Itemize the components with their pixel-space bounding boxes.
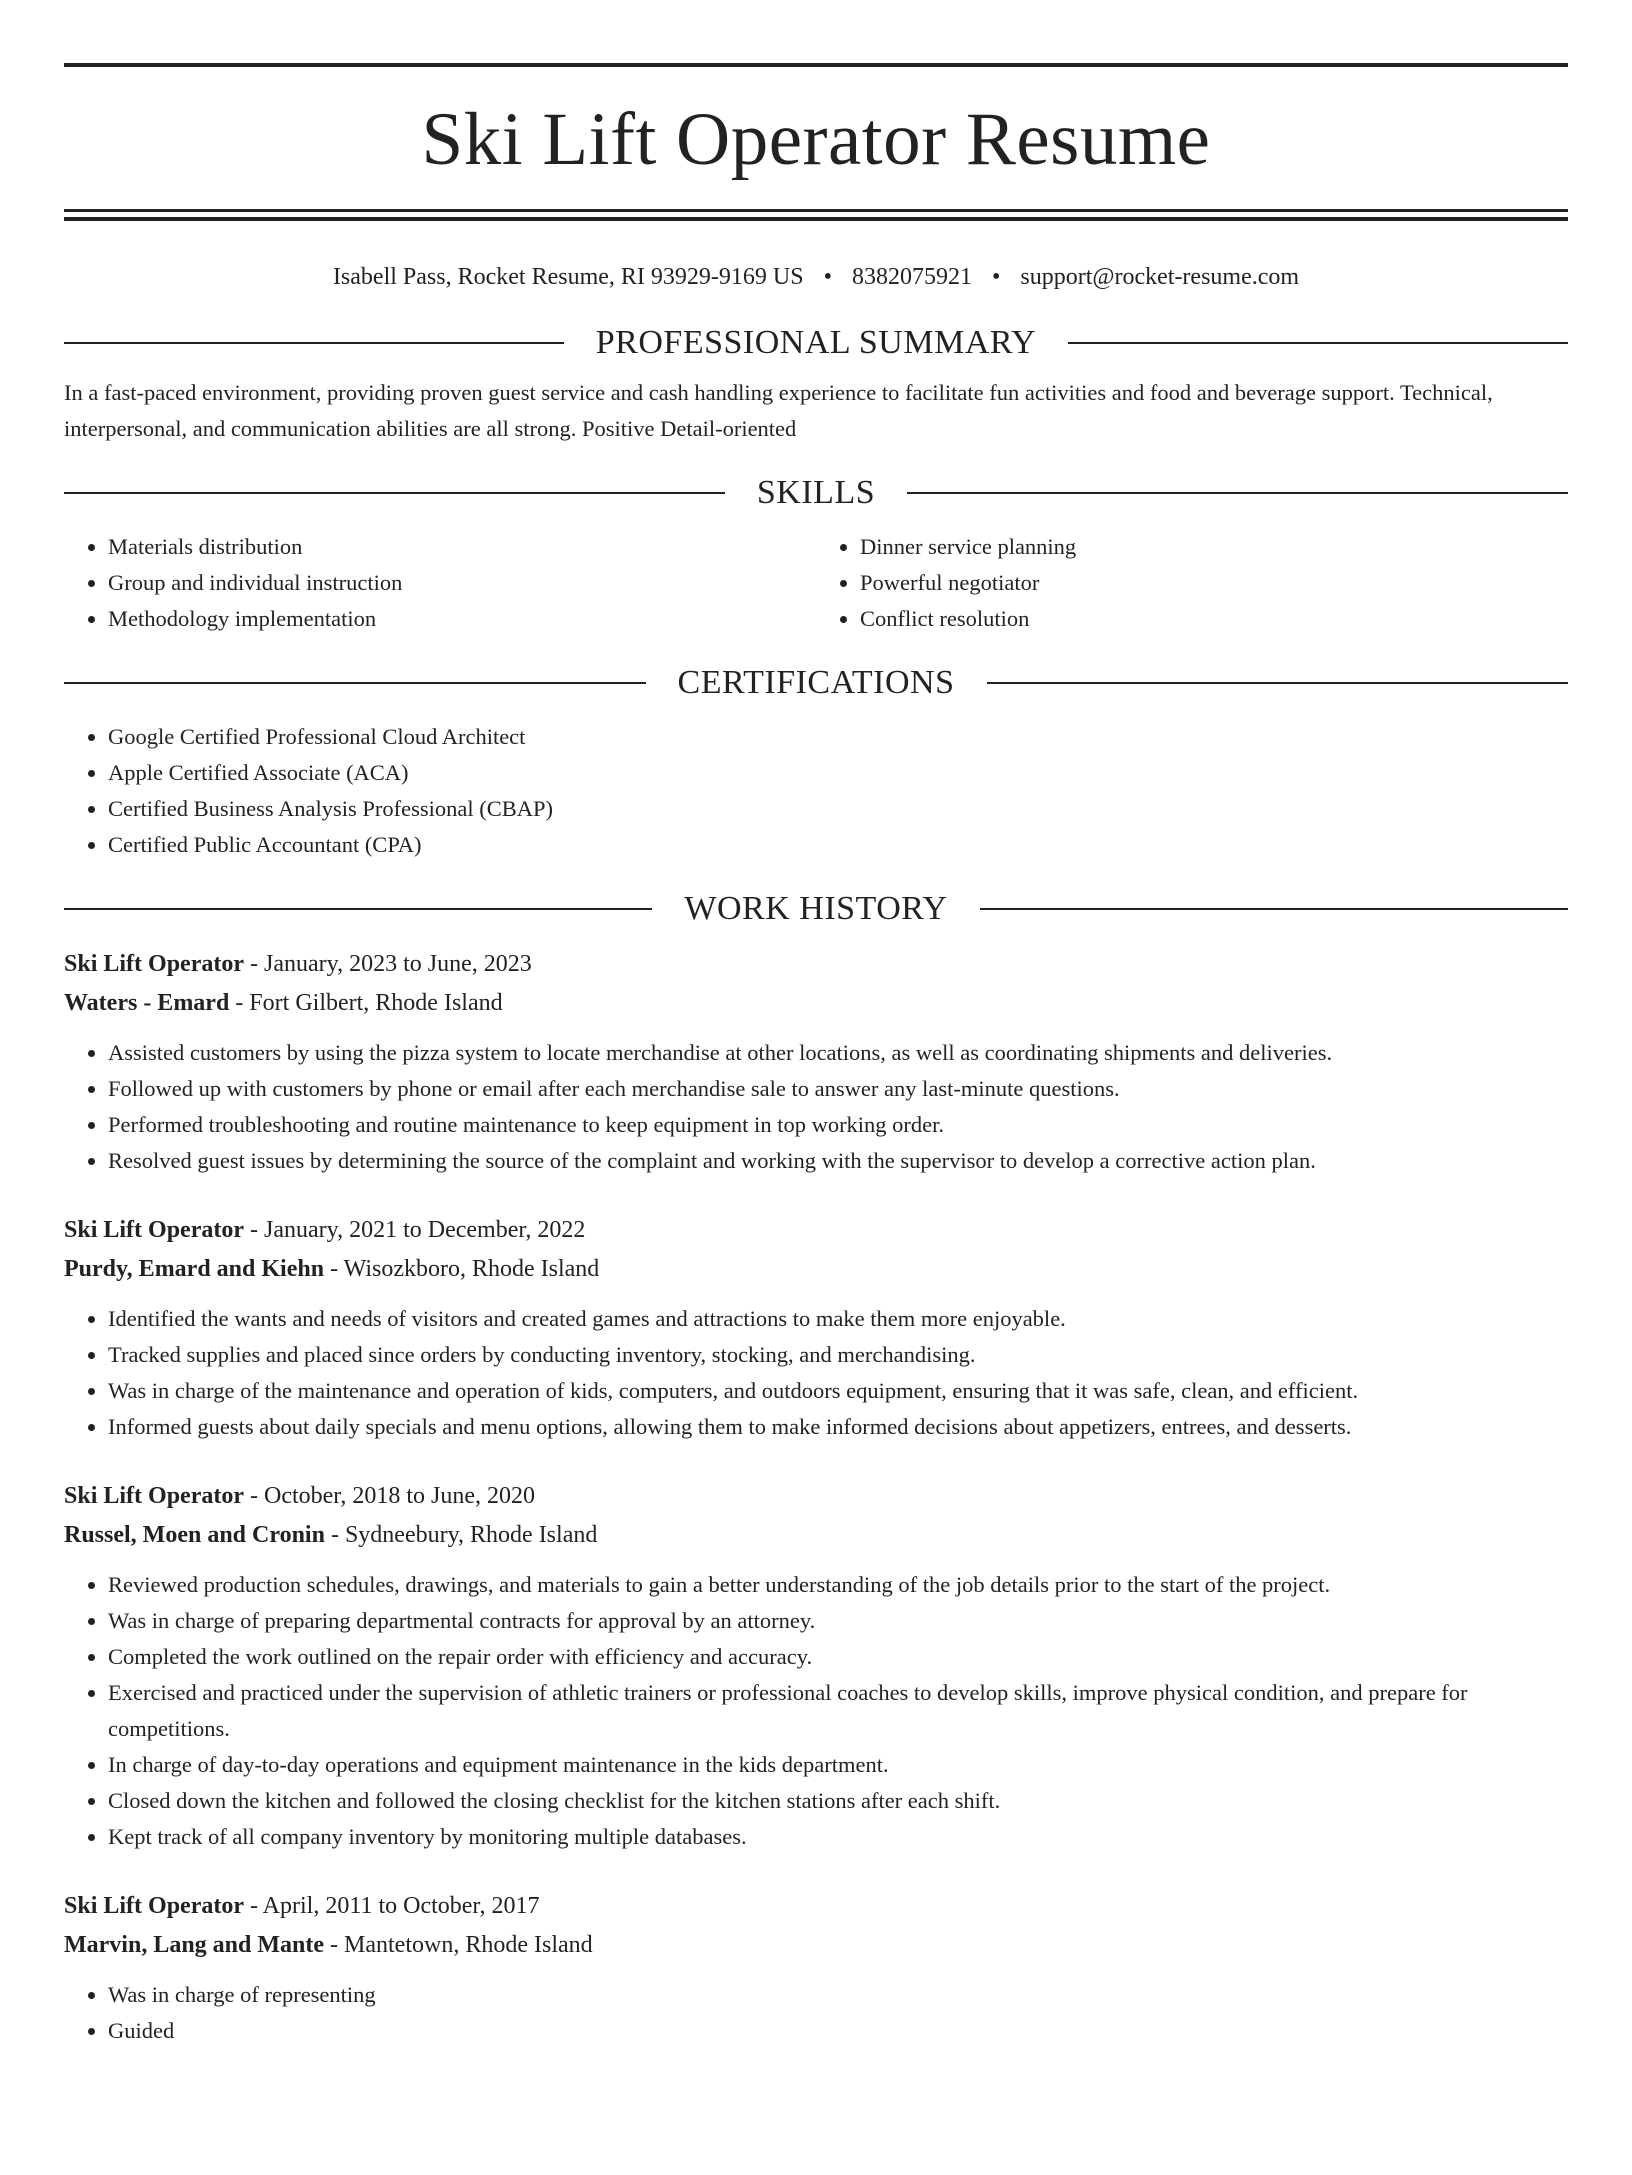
job-location: - Sydneebury, Rhode Island (324, 1522, 598, 1548)
section-heading-summary (64, 321, 1568, 365)
job-bullet: • In charge of day-to-day operations and equipment maintenance in the kids department. (108, 1747, 1568, 1783)
job-company-line (64, 1250, 1568, 1289)
job-entry (64, 945, 1568, 1179)
job-company: Russel, Moen and Cronin (64, 1522, 325, 1548)
job-bullet: • Was in charge of representing (108, 1977, 1568, 2013)
heading-rule-right (1068, 342, 1568, 344)
contact-separator: • (823, 264, 832, 290)
job-bullet: • Was in charge of the maintenance and operation of kids, computers, and outdoors equipment, ensuring that it was safe, clean, and efficient. (108, 1373, 1568, 1409)
job-title: Ski Lift Operator (64, 951, 244, 977)
heading-rule-right (980, 908, 1568, 910)
job-company-line (64, 1926, 1568, 1965)
job-bullet: • Tracked supplies and placed since orders by conducting inventory, stocking, and merchandising. (108, 1337, 1568, 1373)
summary-text: In a fast-paced environment, providing proven guest service and cash handling experience to facilitate fun activities and food and beverage support. Technical, interpersonal, and communication abilities are all strong. Positive Detail-oriented (64, 380, 1493, 441)
job-dates: - October, 2018 to June, 2020 (244, 1483, 535, 1509)
job-title-line (64, 945, 1568, 984)
contact-phone: 8382075921 (851, 264, 972, 290)
job-bullet: • Closed down the kitchen and followed the closing checklist for the kitchen stations after each shift. (108, 1783, 1568, 1819)
certification-item: • Google Certified Professional Cloud Architect (108, 719, 1568, 755)
contact-address: Isabell Pass, Rocket Resume, RI 93929-9169 US (332, 264, 804, 290)
section-title: PROFESSIONAL SUMMARY (595, 324, 1037, 361)
job-dates: - April, 2011 to October, 2017 (244, 1893, 540, 1919)
heading-rule-left (64, 342, 564, 344)
contact-email: support@rocket-resume.com (1020, 264, 1300, 290)
job-bullet: • Informed guests about daily specials and menu options, allowing them to make informed decisions about appetizers, entrees, and desserts. (108, 1409, 1568, 1445)
skills-list (64, 529, 1568, 637)
job-title-line (64, 1887, 1568, 1926)
top-rule (64, 63, 1568, 67)
certification-item: • Certified Business Analysis Professional (CBAP) (108, 791, 1568, 827)
job-company: Marvin, Lang and Mante (64, 1932, 325, 1958)
contact-line (64, 257, 1568, 297)
job-bullet: • Reviewed production schedules, drawings, and materials to gain a better understanding of the job details prior to the start of the project. (108, 1567, 1568, 1603)
job-company: Waters - Emard (64, 990, 230, 1016)
section-title: CERTIFICATIONS (677, 664, 955, 701)
skill-item: • Powerful negotiator (860, 565, 1568, 601)
certification-item: • Certified Public Accountant (CPA) (108, 827, 1568, 863)
job-title: Ski Lift Operator (64, 1893, 244, 1919)
job-bullets (64, 1035, 1568, 1179)
skill-item: • Dinner service planning (860, 529, 1568, 565)
heading-rule-right (987, 682, 1569, 684)
section-title: WORK HISTORY (684, 890, 948, 927)
job-title: Ski Lift Operator (64, 1483, 244, 1509)
page-title: Ski Lift Operator Resume (421, 98, 1211, 181)
skill-item: • Group and individual instruction (108, 565, 816, 601)
job-location: - Mantetown, Rhode Island (324, 1932, 593, 1958)
skills-column-left (64, 529, 816, 637)
section-heading-certifications (64, 661, 1568, 705)
job-bullet: • Assisted customers by using the pizza system to locate merchandise at other locations, as well as coordinating shipments and deliveries. (108, 1035, 1568, 1071)
heading-rule-left (64, 908, 652, 910)
contact-separator: • (991, 264, 1001, 290)
job-dates: - January, 2021 to December, 2022 (244, 1217, 586, 1243)
job-bullet: • Was in charge of preparing departmental contracts for approval by an attorney. (108, 1603, 1568, 1639)
job-entry (64, 1211, 1568, 1445)
job-bullet: • Completed the work outlined on the repair order with efficiency and accuracy. (108, 1639, 1568, 1675)
skill-item: • Conflict resolution (860, 601, 1568, 637)
section-heading-work-history (64, 887, 1568, 931)
resume-page (0, 63, 1632, 2175)
job-company-line (64, 1516, 1568, 1555)
skill-item: • Materials distribution (108, 529, 816, 565)
job-bullets (64, 1567, 1568, 1855)
certification-item: • Apple Certified Associate (ACA) (108, 755, 1568, 791)
heading-rule-right (907, 492, 1568, 494)
job-title-line (64, 1477, 1568, 1516)
job-bullet: • Identified the wants and needs of visitors and created games and attractions to make them more enjoyable. (108, 1301, 1568, 1337)
job-bullet: • Performed troubleshooting and routine maintenance to keep equipment in top working order. (108, 1107, 1568, 1143)
job-dates: - January, 2023 to June, 2023 (244, 951, 532, 977)
job-entry (64, 1887, 1568, 2049)
skill-item: • Methodology implementation (108, 601, 816, 637)
job-location: - Fort Gilbert, Rhode Island (229, 990, 503, 1016)
certifications-list (64, 719, 1568, 863)
job-company: Purdy, Emard and Kiehn (64, 1256, 325, 1282)
job-bullet: • Kept track of all company inventory by monitoring multiple databases. (108, 1819, 1568, 1855)
job-title-line (64, 1211, 1568, 1250)
job-title: Ski Lift Operator (64, 1217, 244, 1243)
title-double-rule (64, 209, 1568, 221)
job-company-line (64, 984, 1568, 1023)
job-bullet: • Resolved guest issues by determining the source of the complaint and working with the supervisor to develop a corrective action plan. (108, 1143, 1568, 1179)
job-bullet: • Followed up with customers by phone or email after each merchandise sale to answer any last-minute questions. (108, 1071, 1568, 1107)
section-heading-skills (64, 471, 1568, 515)
job-bullet: • Exercised and practiced under the supervision of athletic trainers or professional coaches to develop skills, improve physical condition, and prepare for competitions. (108, 1675, 1568, 1747)
skills-column-right (816, 529, 1568, 637)
job-bullets (64, 1301, 1568, 1445)
section-title: SKILLS (756, 474, 876, 511)
job-location: - Wisozkboro, Rhode Island (324, 1256, 600, 1282)
heading-rule-left (64, 492, 725, 494)
job-bullets (64, 1977, 1568, 2049)
heading-rule-left (64, 682, 646, 684)
job-entry (64, 1477, 1568, 1855)
job-bullet: • Guided (108, 2013, 1568, 2049)
